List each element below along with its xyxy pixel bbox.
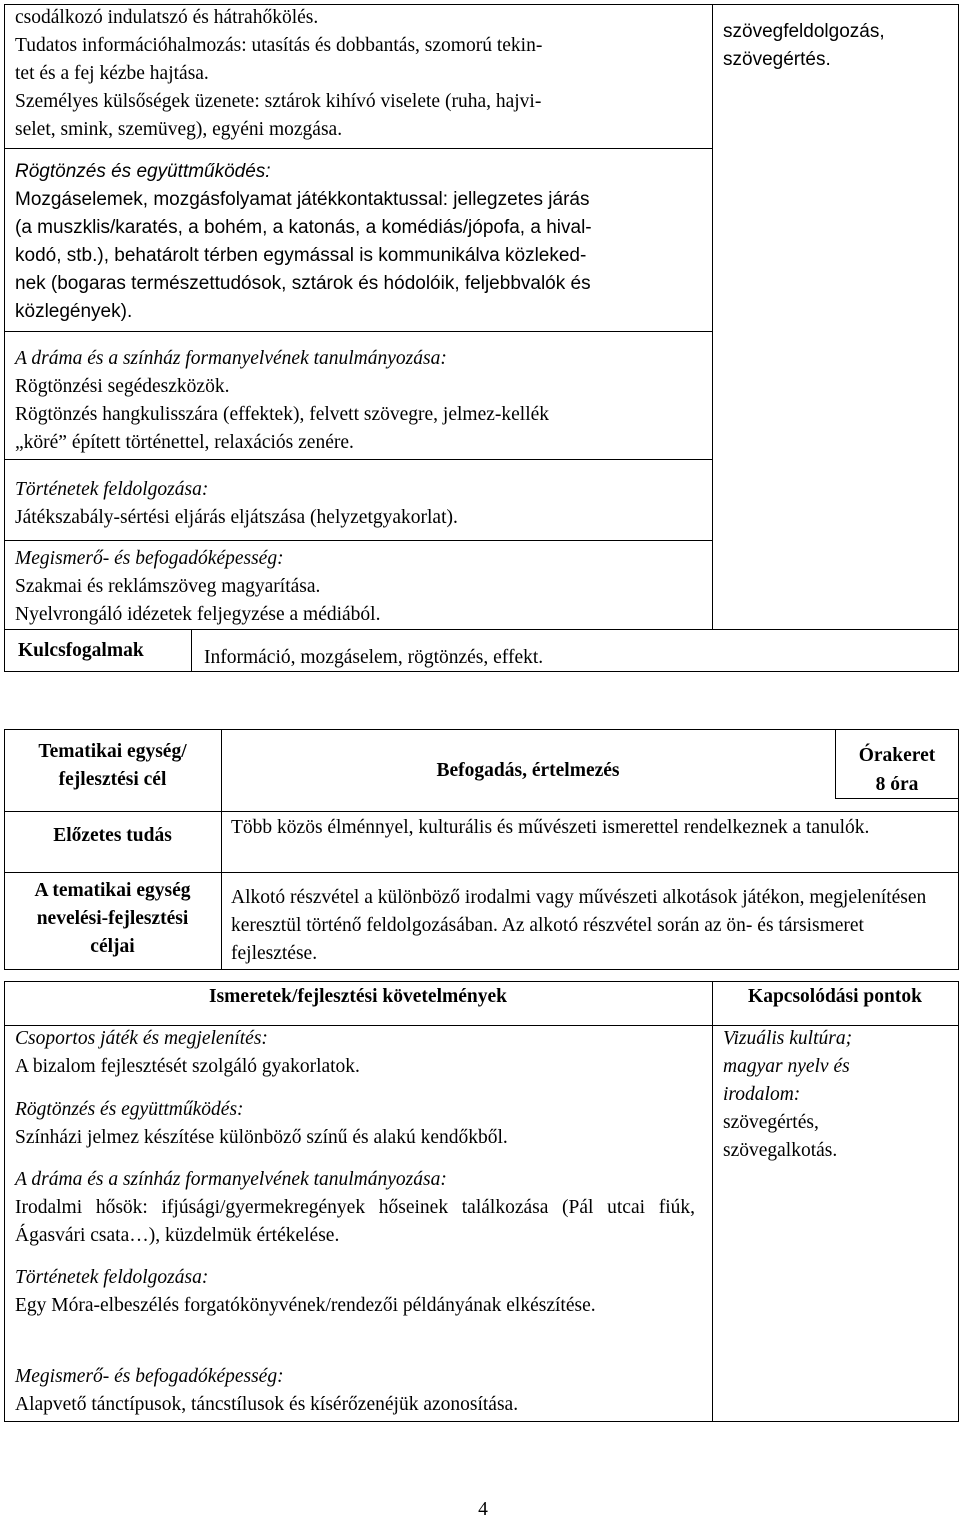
text-line: (a muszklis/karatés, a bohém, a katonás, a komédiás/jópofa, a hival- (15, 217, 592, 238)
text-line: tet és a fej kézbe hajtása. (15, 63, 209, 84)
celok-label: A tematikai egység nevelési-fejlesztési céljai (34, 880, 191, 957)
section-block (15, 1363, 695, 1419)
table-border (712, 4, 713, 630)
section-block (15, 1264, 695, 1320)
text-line: csodálkozó indulatszó és hátrahőkölés. (15, 7, 319, 28)
section-text: Színházi jelmez készítése különböző színű és alakú kendőkből. (15, 1127, 508, 1148)
intro-block (15, 4, 705, 144)
kapcsolodasi-header: Kapcsolódási pontok (748, 986, 922, 1007)
celok-value: Alkotó részvétel a különböző irodalmi vagy művészeti alkotások játékon, megjelenítésen keresztül történő feldolgozásában. Az alkotó részvétel során az ön- és társismeret fejlesztése. (231, 887, 927, 964)
kulcsfogalmak-label: Kulcsfogalmak (18, 640, 144, 661)
text-line: szövegalkotás. (723, 1140, 838, 1161)
elozetes-value: Több közös élménnyel, kulturális és művészeti ismerettel rendelkeznek a tanulók. (231, 817, 870, 838)
text-line: Rögtönzési segédeszközök. (15, 376, 230, 397)
section-heading: A dráma és a színház formanyelvének tanulmányozása: (15, 1169, 447, 1190)
table-border (958, 981, 959, 1422)
orakeret-label: Órakeret (858, 745, 936, 766)
text-line: selet, smink, szemüveg), egyéni mozgása. (15, 119, 343, 140)
text-line: Személyes külsőségek üzenete: sztárok kihívó viselete (ruha, hajvi- (15, 91, 542, 112)
megismero-block (15, 545, 705, 629)
section-heading: Történetek feldolgozása: (15, 1267, 209, 1288)
section-text: Alapvető tánctípusok, táncstílusok és kísérőzenéjük azonosítása. (15, 1394, 519, 1415)
section-heading: A dráma és a színház formanyelvének tanulmányozása: (15, 348, 447, 369)
text-line: Vizuális kultúra; (723, 1028, 853, 1049)
section-text: A bizalom fejlesztését szolgáló gyakorlatok. (15, 1056, 360, 1077)
section-text: Irodalmi hősök: ifjúsági/gyermekregények hőseinek találkozása (Pál utcai fiúk, Ágasvári csata…), küzdelmük értékelése. (15, 1197, 695, 1246)
table-border (4, 981, 959, 982)
table-border (4, 148, 712, 149)
text-line: Tudatos információhalmozás: utasítás és dobbantás, szomorú tekin- (15, 35, 543, 56)
text-line: Szakmai és reklámszöveg magyarítása. (15, 576, 321, 597)
section-heading: Megismerő- és befogadóképesség: (15, 548, 284, 569)
page-number: 4 (478, 1499, 488, 1520)
text-line: kodó, stb.), behatárolt térben egymással is kommunikálva közleked- (15, 245, 587, 266)
section-block (15, 1025, 695, 1081)
tematikai-label: Tematikai egység/ fejlesztési cél (38, 741, 187, 790)
text-line: irodalom: (723, 1084, 801, 1105)
table-border (4, 729, 959, 730)
text-line: közlegények). (15, 301, 133, 322)
section-block (15, 1166, 695, 1250)
section-heading: Megismerő- és befogadóképesség: (15, 1366, 284, 1387)
section-heading: Történetek feldolgozása: (15, 479, 209, 500)
drama-block (15, 345, 705, 457)
text-line: szövegfeldolgozás, (723, 21, 885, 42)
text-line: szövegértés. (723, 49, 831, 70)
section-heading: Csoportos játék és megjelenítés: (15, 1028, 268, 1049)
table-border (4, 872, 959, 873)
section-heading: Rögtönzés és együttműködés: (15, 161, 271, 182)
table-border (4, 969, 959, 970)
text-line: nek (bogaras természettudósok, sztárok és hódolóik, feljebbvalók és (15, 273, 591, 294)
text-line: Mozgáselemek, mozgásfolyamat játékkontaktussal: jellegzetes járás (15, 189, 590, 210)
table-border (4, 811, 959, 812)
text-line: magyar nyelv és (723, 1056, 850, 1077)
table-border (4, 629, 959, 630)
elozetes-label: Előzetes tudás (53, 825, 172, 846)
tematikai-title: Befogadás, értelmezés (436, 760, 620, 781)
kulcsfogalmak-value: Információ, mozgáselem, rögtönzés, effekt. (204, 647, 544, 668)
text-line: „köré” épített történettel, relaxációs zenére. (15, 432, 354, 453)
text-line: Játékszabály-sértési eljárás eljátszása (helyzetgyakorlat). (15, 507, 458, 528)
table-border (712, 981, 713, 1422)
orakeret-value: 8 óra (875, 774, 919, 795)
table-border (4, 459, 712, 460)
text-line: Rögtönzés hangkulisszára (effektek), felvett szövegre, jelmez-kellék (15, 404, 550, 425)
ismeretek-header: Ismeretek/fejlesztési követelmények (209, 986, 507, 1007)
connection-points (723, 18, 953, 74)
text-line: Nyelvrongáló idézetek feljegyzése a médiából. (15, 604, 381, 625)
kapcsolodasi-block (723, 1025, 953, 1165)
table-border (4, 4, 5, 672)
tortenetek-block (15, 476, 705, 532)
table-border (4, 981, 5, 1422)
rogtonzes-block (15, 158, 705, 326)
section-block (15, 1096, 695, 1152)
table-border (4, 1421, 959, 1422)
text-line: szövegértés, (723, 1112, 819, 1133)
section-text: Egy Móra-elbeszélés forgatókönyvének/rendezői példányának elkészítése. (15, 1295, 596, 1316)
table-border (958, 4, 959, 672)
section-heading: Rögtönzés és együttműködés: (15, 1099, 244, 1120)
table-border (191, 629, 192, 672)
table-border (4, 331, 712, 332)
table-border (4, 540, 712, 541)
